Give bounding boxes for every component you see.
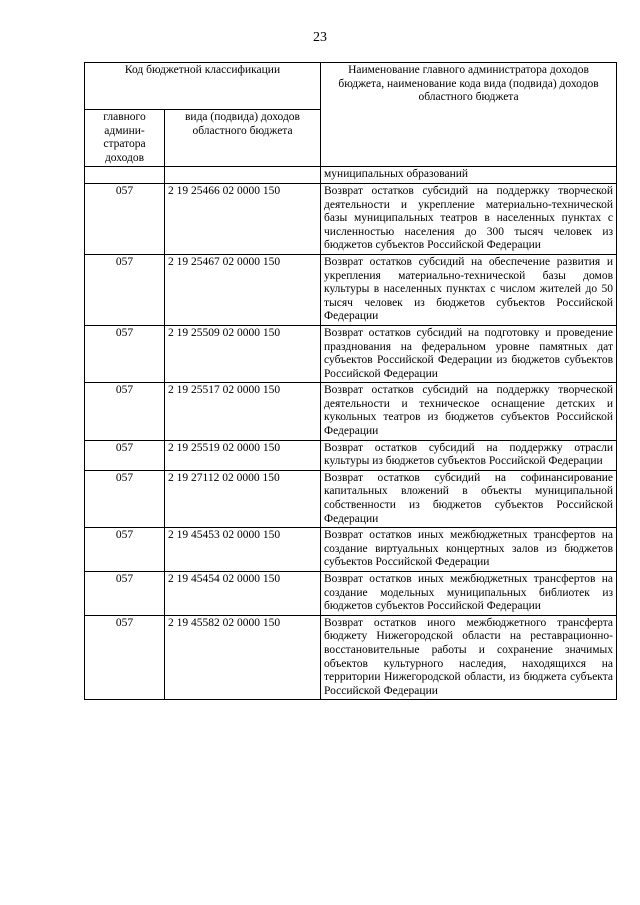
revenue-code-cell: 2 19 25509 02 0000 150 bbox=[165, 325, 321, 382]
page-number: 23 bbox=[313, 30, 327, 45]
table-row bbox=[85, 440, 617, 470]
admin-code-cell: 057 bbox=[85, 383, 165, 440]
table-row bbox=[85, 470, 617, 527]
revenue-name-cell: Возврат остатков субсидий на подготовку и проведение празднования на федеральном уровне памятных дат субъектов Российской Федерации из бюджетов субъектов Российской Федерации bbox=[321, 325, 617, 382]
admin-code-cell: 057 bbox=[85, 440, 165, 470]
revenue-name-cell: Возврат остатков иных межбюджетных трансфертов на создание модельных муниципальных библиотек из бюджетов субъектов Российской Федерации bbox=[321, 572, 617, 616]
revenue-name-cell: Возврат остатков субсидий на поддержку творческой деятельности и техническое оснащение детских и кукольных театров из бюджетов субъектов Российской Федерации bbox=[321, 383, 617, 440]
table-row bbox=[85, 325, 617, 382]
budget-classification-table bbox=[84, 62, 617, 700]
revenue-code-cell: 2 19 25467 02 0000 150 bbox=[165, 254, 321, 325]
revenue-name-cell: Возврат остатков иного межбюджетного трансферта бюджету Нижегородской области на реставрационно-восстановительные работы и сохранение значимых объектов культурного наследия, находящихся на территории Нижегородской области, из бюджета субъекта Российской Федерации bbox=[321, 615, 617, 700]
revenue-code-cell: 2 19 25466 02 0000 150 bbox=[165, 183, 321, 254]
revenue-code-cell: 2 19 25517 02 0000 150 bbox=[165, 383, 321, 440]
admin-code-cell: 057 bbox=[85, 183, 165, 254]
revenue-name-cell: Возврат остатков субсидий на поддержку творческой деятельности и укрепление материально-технической базы муниципальных театров в населенных пунктах с численностью населения до 300 тысяч человек из бюджетов субъектов Российской Федерации bbox=[321, 183, 617, 254]
admin-code-cell: 057 bbox=[85, 528, 165, 572]
revenue-name-cell: Возврат остатков иных межбюджетных трансфертов на создание виртуальных концертных залов из бюджетов субъектов Российской Федерации bbox=[321, 528, 617, 572]
table-body bbox=[85, 167, 617, 700]
revenue-code-cell: 2 19 45453 02 0000 150 bbox=[165, 528, 321, 572]
code-column-header: вида (подвида) доходов областного бюджета bbox=[165, 110, 321, 167]
revenue-code-cell: 2 19 25519 02 0000 150 bbox=[165, 440, 321, 470]
admin-column-header: главного админи-стратора доходов bbox=[85, 110, 165, 167]
admin-code-cell: 057 bbox=[85, 572, 165, 616]
revenue-code-cell: 2 19 45454 02 0000 150 bbox=[165, 572, 321, 616]
continuation-text: муниципальных образований bbox=[321, 167, 617, 184]
budget-code-group-header: Код бюджетной классификации bbox=[85, 63, 321, 110]
revenue-name-cell: Возврат остатков субсидий на поддержку отрасли культуры из бюджетов субъектов Российской Федерации bbox=[321, 440, 617, 470]
revenue-code-cell: 2 19 27112 02 0000 150 bbox=[165, 470, 321, 527]
empty-cell bbox=[85, 167, 165, 184]
admin-code-cell: 057 bbox=[85, 470, 165, 527]
table-row bbox=[85, 183, 617, 254]
table-row bbox=[85, 383, 617, 440]
revenue-name-cell: Возврат остатков субсидий на обеспечение развития и укрепления материально-технической базы домов культуры в населенных пунктах с числом жителей до 50 тысяч человек из бюджетов субъектов Российской Федерации bbox=[321, 254, 617, 325]
revenue-name-cell: Возврат остатков субсидий на софинансирование капитальных вложений в объекты муниципальной собственности из бюджетов субъектов Российской Федерации bbox=[321, 470, 617, 527]
name-column-header: Наименование главного администратора доходов бюджета, наименование кода вида (подвида) доходов областного бюджета bbox=[321, 63, 617, 167]
admin-code-cell: 057 bbox=[85, 615, 165, 700]
table-row bbox=[85, 572, 617, 616]
admin-code-cell: 057 bbox=[85, 254, 165, 325]
revenue-code-cell: 2 19 45582 02 0000 150 bbox=[165, 615, 321, 700]
table-row bbox=[85, 615, 617, 700]
empty-cell bbox=[165, 167, 321, 184]
admin-code-cell: 057 bbox=[85, 325, 165, 382]
table-row bbox=[85, 528, 617, 572]
continuation-row bbox=[85, 167, 617, 184]
table-row bbox=[85, 254, 617, 325]
